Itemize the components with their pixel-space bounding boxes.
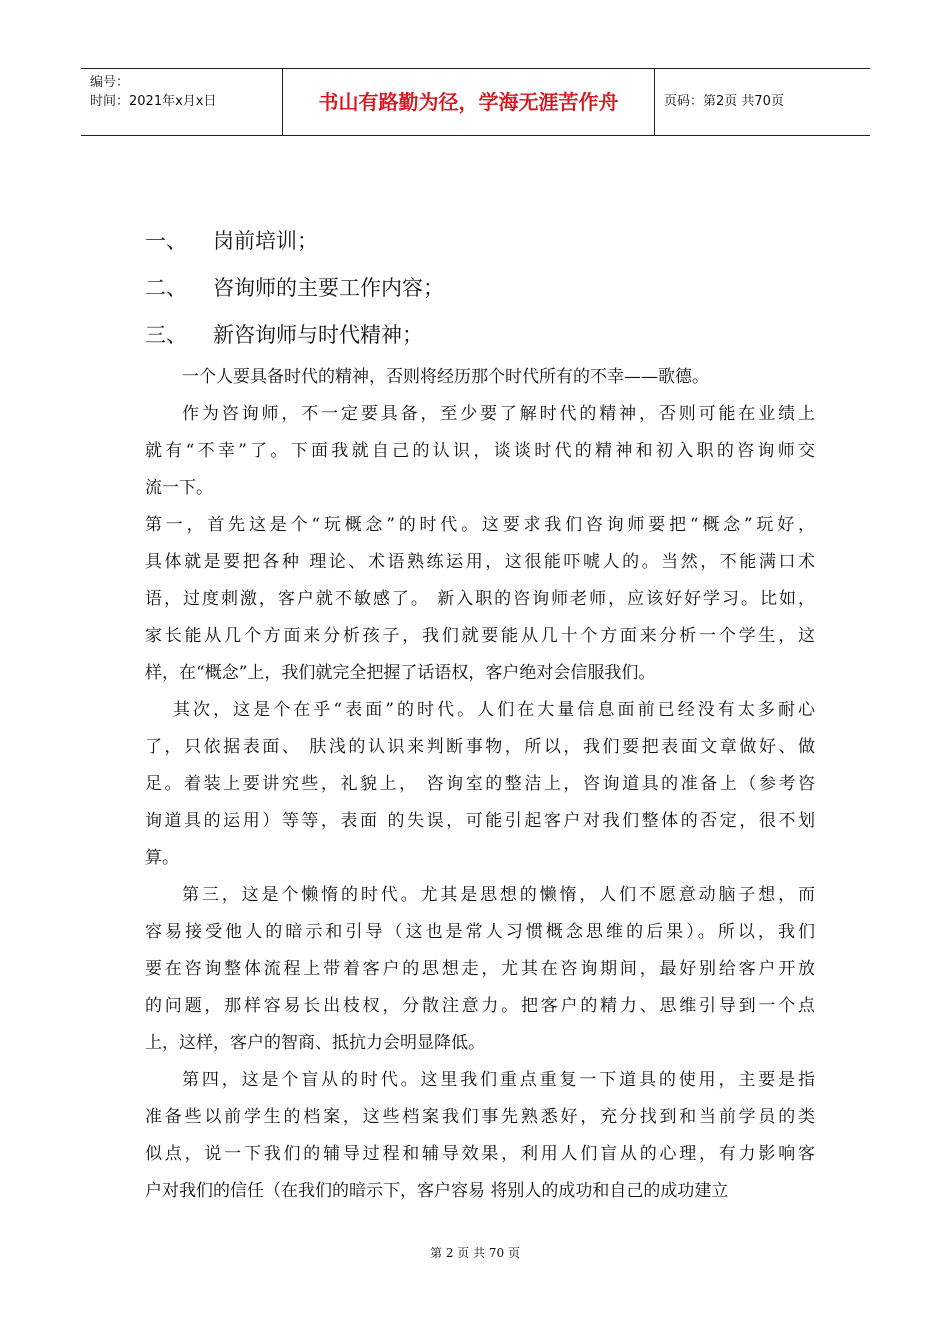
- body-paragraph: [145, 692, 815, 877]
- header-motto: 书山有路勤为径，学海无涯苦作舟: [283, 69, 655, 135]
- paragraph-line: 第三，这是个懒惰的时代。尤其是思想的懒惰，人们不愿意动脑子想，而: [182, 885, 815, 905]
- paragraph-line: 准备些以前学生的档案，这些档案我们事先熟悉好，充分找到和当前学员的类: [145, 1107, 815, 1127]
- section-heading-text: 岗前培训；: [213, 229, 318, 253]
- paragraph-line: 第四，这是个盲从的时代。这里我们重点重复一下道具的使用，主要是指: [182, 1070, 815, 1090]
- page-footer: 第 2 页 共 70 页: [430, 1246, 520, 1260]
- paragraph-line: 第一，首先这是个“玩概念”的时代。这要求我们咨询师要把“概念”玩好，: [145, 515, 815, 535]
- body-paragraphs: [145, 359, 815, 1210]
- section-heading: [145, 265, 815, 312]
- page-header: [81, 68, 870, 136]
- paragraph-line: 上，这样，客户的智商、抵抗力会明显降低。: [145, 1033, 485, 1053]
- section-heading: [145, 218, 815, 265]
- paragraph-line: 作为咨询师，不一定要具备，至少要了解时代的精神，否则可能在业绩上: [182, 404, 815, 424]
- paragraph-line: 家长能从几个方面来分析孩子，我们就要能从几十个方面来分析一个学生，这: [145, 626, 815, 646]
- header-page-info: 页码：第2页 共70页: [664, 94, 784, 109]
- section-headings: [145, 218, 815, 359]
- document-body: [145, 218, 815, 1210]
- paragraph-line: 一个人要具备时代的精神，否则将经历那个时代所有的不幸——歌德。: [182, 367, 709, 387]
- paragraph-line: 的问题，那样容易长出枝杈，分散注意力。把客户的精力、思维引导到一个点: [145, 996, 815, 1016]
- body-paragraph: [145, 877, 815, 1062]
- paragraph-line: 似点，说一下我们的辅导过程和辅导效果，利用人们盲从的心理，有力影响客: [145, 1144, 815, 1164]
- paragraph-line: 流一下。: [145, 478, 213, 498]
- section-heading-number: 三、: [145, 323, 187, 347]
- paragraph-line: 其次，这是个在乎“表面”的时代。人们在大量信息面前已经没有太多耐心: [173, 700, 815, 720]
- paragraph-line: 了，只依据表面、 肤浅的认识来判断事物，所以，我们要把表面文章做好、做: [145, 737, 815, 757]
- section-heading-number: 一、: [145, 229, 187, 253]
- body-paragraph: [145, 507, 815, 692]
- paragraph-line: 询道具的运用）等等，表面 的失误，可能引起客户对我们整体的否定，很不划: [145, 811, 815, 831]
- paragraph-line: 算。: [145, 848, 179, 868]
- paragraph-line: 就有“不幸”了。下面我就自己的认识，谈谈时代的精神和初入职的咨询师交: [145, 441, 815, 461]
- document-date-label: 时间：2021年x月x日: [90, 94, 217, 109]
- section-heading-text: 新咨询师与时代精神；: [213, 323, 423, 347]
- section-heading: [145, 312, 815, 359]
- paragraph-line: 足。着装上要讲究些，礼貌上， 咨询室的整洁上，咨询道具的准备上（参考咨: [145, 774, 815, 794]
- paragraph-line: 户对我们的信任（在我们的暗示下，客户容易 将别人的成功和自己的成功建立: [145, 1181, 729, 1201]
- paragraph-line: 容易接受他人的暗示和引导（这也是常人习惯概念思维的后果）。所以，我们: [145, 922, 815, 942]
- header-left-cell: [81, 69, 283, 135]
- paragraph-line: 要在咨询整体流程上带着客户的思想走，尤其在咨询期间，最好别给客户开放: [145, 959, 815, 979]
- section-heading-number: 二、: [145, 276, 187, 300]
- paragraph-line: 样，在“概念”上，我们就完全把握了话语权，客户绝对会信服我们。: [145, 663, 656, 683]
- document-number-label: 编号：: [90, 75, 130, 90]
- body-paragraph: [145, 359, 815, 396]
- paragraph-line: 语，过度刺激，客户就不敏感了。 新入职的咨询师老师，应该好好学习。比如，: [145, 589, 815, 609]
- body-paragraph: [145, 1062, 815, 1210]
- body-paragraph: [145, 396, 815, 507]
- section-heading-text: 咨询师的主要工作内容；: [213, 276, 444, 300]
- paragraph-line: 具体就是要把各种 理论、术语熟练运用，这很能吓唬人的。当然，不能满口术: [145, 552, 815, 572]
